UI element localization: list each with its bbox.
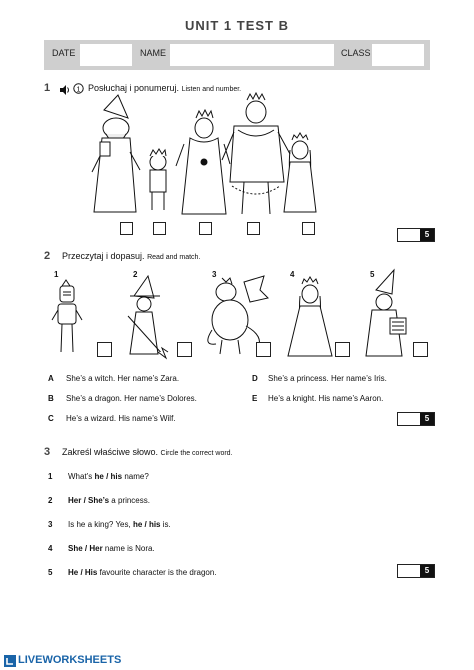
answer-options[interactable]: Her / She’s bbox=[68, 496, 110, 505]
q1-number: 1 bbox=[44, 82, 51, 94]
q1-answer-box[interactable] bbox=[153, 222, 166, 235]
q2-instruction: Przeczytaj i dopasuj. Read and match. bbox=[62, 251, 201, 261]
sentence-text: She’s a princess. Her name’s Iris. bbox=[268, 374, 387, 383]
svg-text:1: 1 bbox=[76, 86, 81, 94]
item-number: 4 bbox=[48, 544, 53, 553]
answer-options[interactable]: he / his bbox=[94, 472, 123, 481]
footer bbox=[0, 652, 474, 670]
student-info-bar bbox=[44, 40, 430, 70]
q3-item: She / Her name is Nora. bbox=[68, 544, 155, 553]
page-title: UNIT 1 TEST B bbox=[184, 18, 289, 33]
liveworksheets-logo-icon bbox=[4, 655, 16, 667]
sentence-text: He’s a wizard. His name’s Wilf. bbox=[66, 414, 176, 423]
q1-instruction: Posłuchaj i ponumeruj. Listen and number. bbox=[88, 83, 242, 93]
sentence-letter: C bbox=[48, 414, 54, 423]
sentence-text: He’s a knight. His name’s Aaron. bbox=[268, 394, 384, 403]
figure-number: 4 bbox=[290, 270, 295, 279]
sentence-letter: D bbox=[252, 374, 258, 383]
q1-score: 5 bbox=[420, 229, 434, 241]
q3-instruction: Zakreśl właściwe słowo. Circle the correct word. bbox=[62, 447, 233, 457]
item-number: 1 bbox=[48, 472, 53, 481]
sentence-letter: E bbox=[252, 394, 258, 403]
q2-score: 5 bbox=[420, 413, 434, 425]
answer-options[interactable]: he / his bbox=[132, 520, 161, 529]
q2-score-box bbox=[397, 412, 435, 426]
item-number: 5 bbox=[48, 568, 53, 577]
date-field[interactable] bbox=[80, 44, 132, 66]
q3-number: 3 bbox=[44, 446, 51, 458]
q3-item: What’s he / his name? bbox=[68, 472, 149, 481]
brand-name[interactable]: LIVEWORKSHEETS bbox=[18, 654, 122, 666]
q1-characters-illustration bbox=[84, 92, 334, 220]
figure-number: 1 bbox=[54, 270, 59, 279]
q3-score: 5 bbox=[420, 565, 434, 577]
class-label: CLASS bbox=[341, 48, 371, 58]
q3-item: Is he a king? Yes, he / his is. bbox=[68, 520, 171, 529]
sentence-text: She’s a dragon. Her name’s Dolores. bbox=[66, 394, 197, 403]
q2-number: 2 bbox=[44, 250, 51, 262]
q2-answer-box[interactable] bbox=[413, 342, 428, 357]
name-label: NAME bbox=[140, 48, 167, 58]
answer-options[interactable]: He / His bbox=[68, 568, 98, 577]
q3-item: Her / She’s a princess. bbox=[68, 496, 150, 505]
q3-item: He / His favourite character is the dragon. bbox=[68, 568, 217, 577]
class-field[interactable] bbox=[372, 44, 424, 66]
q3-score-box bbox=[397, 564, 435, 578]
figure-number: 5 bbox=[370, 270, 375, 279]
q2-answer-box[interactable] bbox=[256, 342, 271, 357]
q1-answer-box[interactable] bbox=[247, 222, 260, 235]
q2-answer-box[interactable] bbox=[97, 342, 112, 357]
q1-answer-box[interactable] bbox=[120, 222, 133, 235]
sentence-text: She’s a witch. Her name’s Zara. bbox=[66, 374, 180, 383]
q1-answer-box[interactable] bbox=[302, 222, 315, 235]
date-label: DATE bbox=[52, 48, 76, 58]
name-field[interactable] bbox=[170, 44, 334, 66]
figure-number: 3 bbox=[212, 270, 217, 279]
sentence-letter: B bbox=[48, 394, 54, 403]
sentence-letter: A bbox=[48, 374, 54, 383]
answer-options[interactable]: She / Her bbox=[68, 544, 103, 553]
q2-answer-box[interactable] bbox=[177, 342, 192, 357]
speaker-icon[interactable] bbox=[60, 82, 71, 100]
q1-score-box bbox=[397, 228, 435, 242]
item-number: 2 bbox=[48, 496, 53, 505]
figure-number: 2 bbox=[133, 270, 138, 279]
circle-1-icon bbox=[73, 81, 84, 99]
q2-answer-box[interactable] bbox=[335, 342, 350, 357]
item-number: 3 bbox=[48, 520, 53, 529]
q1-answer-box[interactable] bbox=[199, 222, 212, 235]
